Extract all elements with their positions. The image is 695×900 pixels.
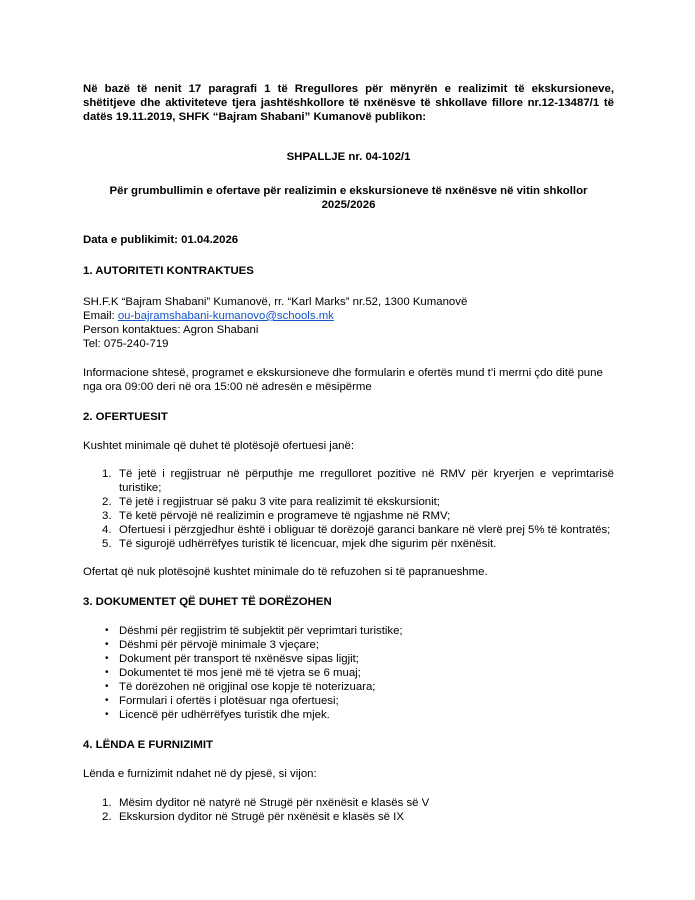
list-item (83, 810, 614, 824)
list-item (83, 624, 614, 638)
list-item-text: Të sigurojë udhërrëfyes turistik të licencuar, mjek dhe sigurim për nxënësit. (119, 538, 497, 550)
list-number: 2. (102, 811, 112, 823)
list-item (83, 638, 614, 652)
intro-paragraph: Në bazë të nenit 17 paragrafi 1 të Rregullores për mënyrën e realizimit të ekskursioneve, shëtitjeve dhe aktiviteteve tjera jashtëshkollore të nxënësve të shkollave fillore nr.12-13487/1 të datës 19.11.2019, SHFK “Bajram Shabani” Kumanovë publikon: (83, 83, 614, 123)
section2-lead: Kushtet minimale që duhet të plotësojë ofertuesi janë: (83, 440, 355, 452)
list-item (83, 495, 614, 509)
list-item (83, 708, 614, 722)
publication-date: Data e publikimit: 01.04.2026 (83, 234, 239, 246)
list-item-text: Mësim dyditor në natyrë në Strugë për nxënësit e klasës së V (119, 797, 430, 809)
bullet-icon: • (105, 709, 109, 720)
bullet-icon: • (105, 681, 109, 692)
bullet-icon: • (105, 653, 109, 664)
list-item (83, 509, 614, 523)
bullet-icon: • (105, 639, 109, 650)
list-number: 1. (102, 468, 112, 480)
bidder-conditions-list (83, 467, 614, 551)
list-number: 5. (102, 538, 112, 550)
list-item-text: Të jetë i regjistruar së paku 3 vite para realizimit të ekskursionit; (119, 496, 440, 508)
list-item (83, 680, 614, 694)
list-number: 3. (102, 510, 112, 522)
list-number: 4. (102, 524, 112, 536)
list-item-text: Ofertuesi i përzgjedhur është i obliguar të dorëzojë garanci bankare në vlerë prej 5% të kontratës; (119, 524, 611, 536)
contact-phone: Tel: 075-240-719 (83, 338, 169, 350)
list-number: 2. (102, 496, 112, 508)
bullet-icon: • (105, 695, 109, 706)
bullet-icon: • (105, 667, 109, 678)
list-item (83, 523, 614, 537)
announcement-title: SHPALLJE nr. 04-102/1 (286, 151, 411, 163)
announcement-subtitle: Për grumbullimin e ofertave për realizimin e ekskursioneve të nxënësve në vitin shkollor 2025/2026 (109, 185, 588, 211)
list-number: 1. (102, 797, 112, 809)
authority-email-line (83, 309, 614, 323)
list-item (83, 537, 614, 551)
list-item-text: Ekskursion dyditor në Strugë për nxënësit e klasës së IX (119, 811, 404, 823)
section4-heading: 4. LËNDA E FURNIZIMIT (83, 739, 213, 751)
email-label: Email: (83, 310, 118, 322)
list-item (83, 652, 614, 666)
required-documents-list (83, 624, 614, 722)
list-item-text: Dokumentet të mos jenë më të vjetra se 6 muaj; (119, 667, 361, 679)
list-item-text: Dëshmi për regjistrim të subjektit për veprimtari turistike; (119, 625, 403, 637)
bullet-icon: • (105, 625, 109, 636)
list-item-text: Dokument për transport të nxënësve sipas ligjit; (119, 653, 359, 665)
section2-heading: 2. OFERTUESIT (83, 411, 168, 423)
contact-person: Person kontaktues: Agron Shabani (83, 324, 259, 336)
document-page (83, 82, 614, 824)
section3-heading: 3. DOKUMENTET QË DUHET TË DORËZOHEN (83, 596, 332, 608)
list-item-text: Të jetë i regjistruar në përputhje me rregulloret pozitive në RMV për kryerjen e veprimtarisë turistike; (119, 468, 614, 494)
authority-address: SH.F.K “Bajram Shabani” Kumanovë, rr. “Karl Marks” nr.52, 1300 Kumanovë (83, 296, 468, 308)
list-item-text: Të dorëzohen në origjinal ose kopje të noterizuara; (119, 681, 376, 693)
section2-note: Ofertat që nuk plotësojnë kushtet minimale do të refuzohen si të papranueshme. (83, 566, 488, 578)
list-item (83, 694, 614, 708)
section1-heading: 1. AUTORITETI KONTRAKTUES (83, 265, 254, 277)
contracting-authority-block (83, 295, 614, 351)
list-item (83, 467, 614, 495)
list-item (83, 796, 614, 810)
list-item-text: Licencë për udhërrëfyes turistik dhe mjek. (119, 709, 330, 721)
additional-info: Informacione shtesë, programet e ekskursioneve dhe formularin e ofertës mund t’i merrni çdo ditë pune nga ora 09:00 deri në ora 15:00 në adresën e mësipërme (83, 367, 603, 393)
list-item-text: Të ketë përvojë në realizimin e programeve të ngjashme në RMV; (119, 510, 451, 522)
list-item-text: Dëshmi për përvojë minimale 3 vjeçare; (119, 639, 320, 651)
list-item (83, 666, 614, 680)
email-link[interactable]: ou-bajramshabani-kumanovo@schools.mk (117, 310, 334, 322)
section4-lead: Lënda e furnizimit ndahet në dy pjesë, si vijon: (83, 768, 317, 780)
list-item-text: Formulari i ofertës i plotësuar nga ofertuesi; (119, 695, 339, 707)
procurement-subject-list (83, 796, 614, 824)
